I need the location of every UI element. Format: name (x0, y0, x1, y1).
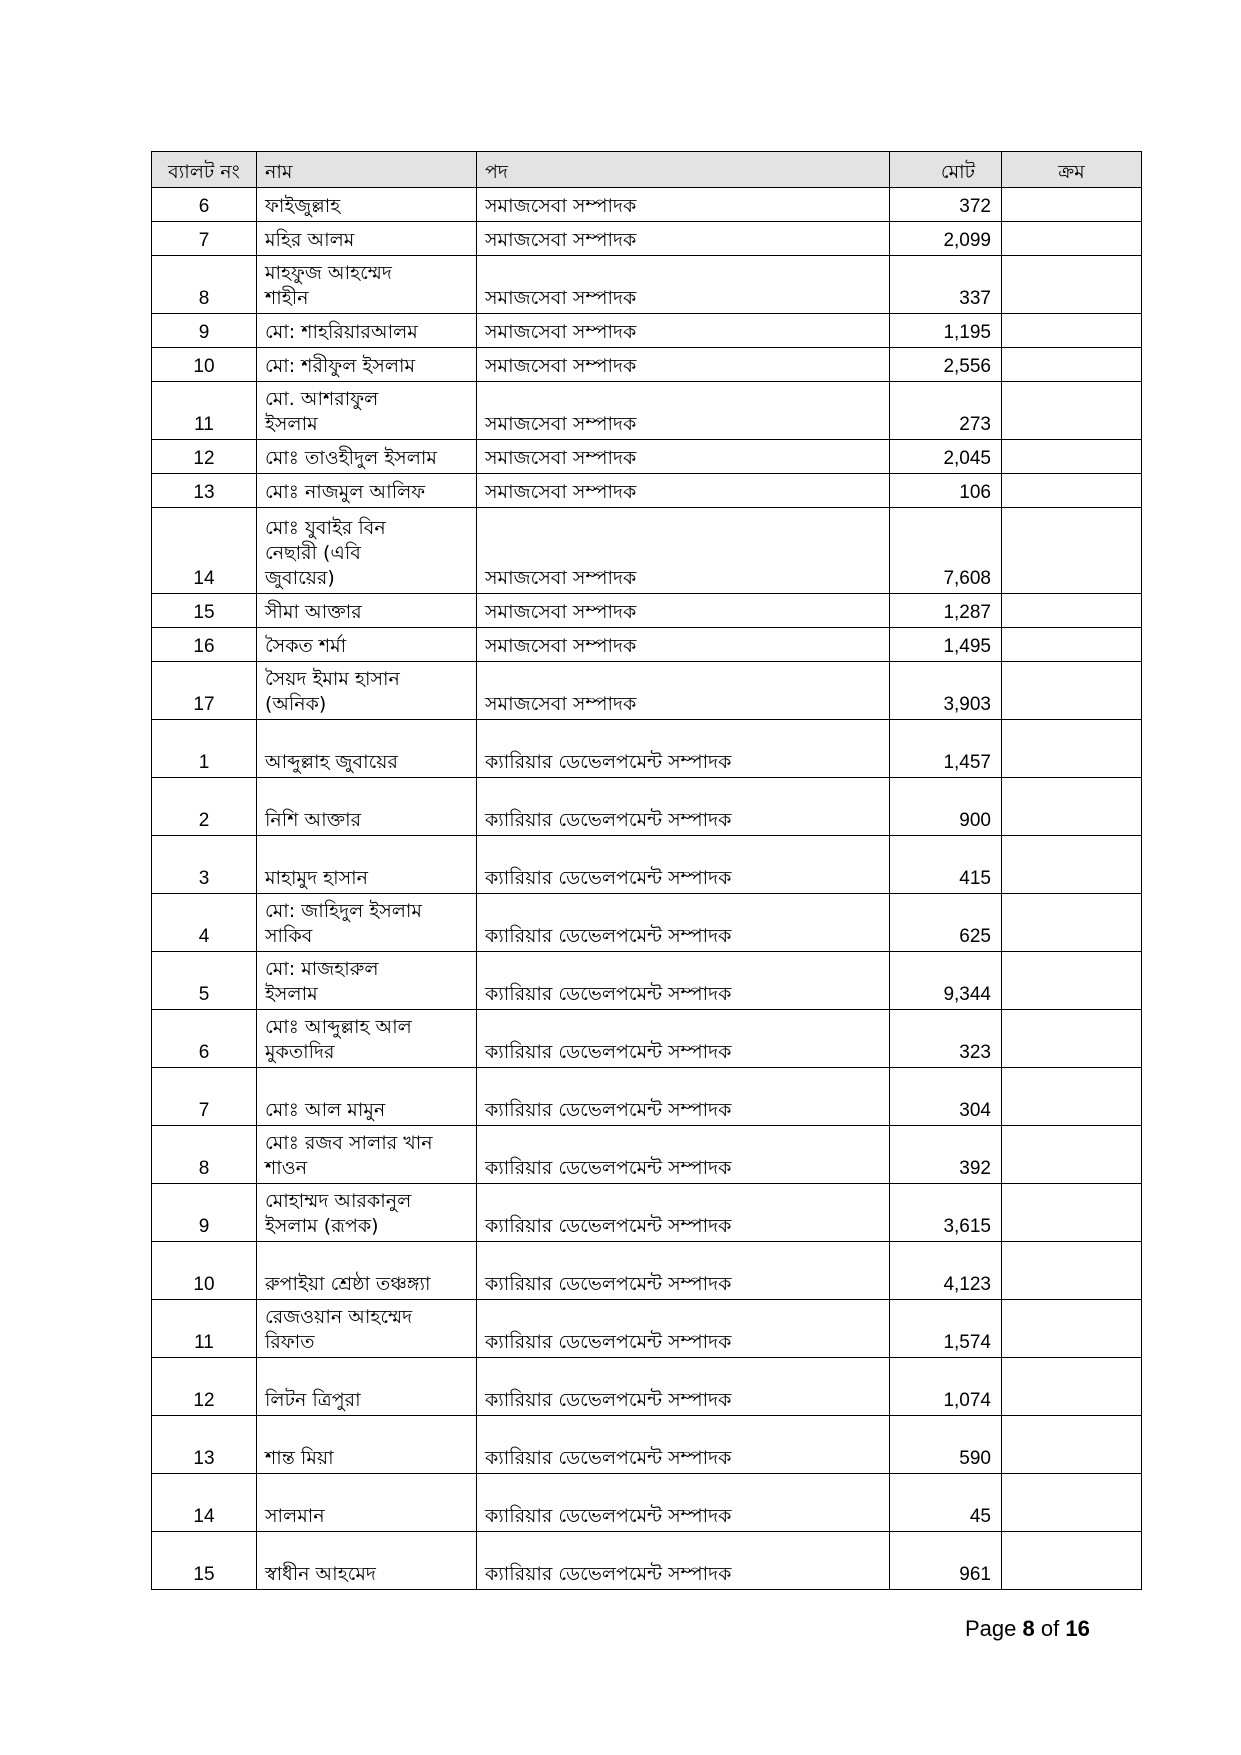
name-cell: রুপাইয়া শ্রেষ্ঠা তঞ্চঙ্গ্যা (257, 1242, 477, 1300)
total-votes-cell: 392 (890, 1126, 1002, 1184)
ballot-number-cell: 10 (152, 348, 257, 382)
name-cell: মোঃ রজব সালার খান শাওন (257, 1126, 477, 1184)
post-cell: সমাজসেবা সম্পাদক (477, 382, 890, 440)
ballot-number-cell: 13 (152, 1416, 257, 1474)
total-votes-cell: 323 (890, 1010, 1002, 1068)
of-word: of (1040, 1616, 1060, 1641)
ballot-number-cell: 13 (152, 474, 257, 508)
total-votes-cell: 9,344 (890, 952, 1002, 1010)
table-row (152, 1242, 1142, 1300)
post-cell: ক্যারিয়ার ডেভেলপমেন্ট সম্পাদক (477, 778, 890, 836)
post-cell: ক্যারিয়ার ডেভেলপমেন্ট সম্পাদক (477, 952, 890, 1010)
post-cell: সমাজসেবা সম্পাদক (477, 628, 890, 662)
table-row (152, 348, 1142, 382)
table-row (152, 628, 1142, 662)
post-cell: সমাজসেবা সম্পাদক (477, 188, 890, 222)
rank-cell (1002, 720, 1142, 778)
table-row (152, 1474, 1142, 1532)
header-post: পদ (477, 152, 890, 188)
name-cell: সৈয়দ ইমাম হাসান (অনিক) (257, 662, 477, 720)
total-votes-cell: 106 (890, 474, 1002, 508)
table-row (152, 662, 1142, 720)
rank-cell (1002, 508, 1142, 594)
table-row (152, 1358, 1142, 1416)
name-cell: ফাইজুল্লাহ (257, 188, 477, 222)
post-cell: সমাজসেবা সম্পাদক (477, 314, 890, 348)
post-cell: সমাজসেবা সম্পাদক (477, 662, 890, 720)
post-cell: ক্যারিয়ার ডেভেলপমেন্ট সম্পাদক (477, 894, 890, 952)
header-ballot-no: ব্যালট নং (152, 152, 257, 188)
rank-cell (1002, 952, 1142, 1010)
post-cell: ক্যারিয়ার ডেভেলপমেন্ট সম্পাদক (477, 720, 890, 778)
table-row (152, 474, 1142, 508)
total-votes-cell: 1,495 (890, 628, 1002, 662)
post-cell: ক্যারিয়ার ডেভেলপমেন্ট সম্পাদক (477, 1300, 890, 1358)
rank-cell (1002, 314, 1142, 348)
table-row (152, 440, 1142, 474)
table-row (152, 952, 1142, 1010)
header-rank: ক্রম (1002, 152, 1142, 188)
name-cell: মোঃ আব্দুল্লাহ আল মুকতাদির (257, 1010, 477, 1068)
total-votes-cell: 625 (890, 894, 1002, 952)
header-name: নাম (257, 152, 477, 188)
total-votes-cell: 1,074 (890, 1358, 1002, 1416)
ballot-number-cell: 9 (152, 314, 257, 348)
post-cell: সমাজসেবা সম্পাদক (477, 594, 890, 628)
ballot-number-cell: 9 (152, 1184, 257, 1242)
table-row (152, 1068, 1142, 1126)
ballot-number-cell: 16 (152, 628, 257, 662)
name-cell: মোঃ যুবাইর বিন নেছারী (এবি জুবায়ের) (257, 508, 477, 594)
rank-cell (1002, 188, 1142, 222)
page-word: Page (965, 1616, 1017, 1641)
name-cell: লিটন ত্রিপুরা (257, 1358, 477, 1416)
ballot-number-cell: 10 (152, 1242, 257, 1300)
rank-cell (1002, 662, 1142, 720)
name-cell: সালমান (257, 1474, 477, 1532)
rank-cell (1002, 594, 1142, 628)
post-cell: সমাজসেবা সম্পাদক (477, 474, 890, 508)
total-votes-cell: 1,195 (890, 314, 1002, 348)
total-votes-cell: 273 (890, 382, 1002, 440)
table-row (152, 836, 1142, 894)
post-cell: সমাজসেবা সম্পাদক (477, 222, 890, 256)
rank-cell (1002, 1068, 1142, 1126)
post-cell: সমাজসেবা সম্পাদক (477, 440, 890, 474)
name-cell: মহির আলম (257, 222, 477, 256)
rank-cell (1002, 474, 1142, 508)
total-votes-cell: 2,045 (890, 440, 1002, 474)
ballot-number-cell: 3 (152, 836, 257, 894)
name-cell: শান্ত মিয়া (257, 1416, 477, 1474)
total-votes-cell: 961 (890, 1532, 1002, 1590)
name-cell: মো. আশরাফুল ইসলাম (257, 382, 477, 440)
rank-cell (1002, 1126, 1142, 1184)
table-row (152, 720, 1142, 778)
rank-cell (1002, 1242, 1142, 1300)
post-cell: ক্যারিয়ার ডেভেলপমেন্ট সম্পাদক (477, 1358, 890, 1416)
table-row (152, 894, 1142, 952)
ballot-number-cell: 6 (152, 1010, 257, 1068)
rank-cell (1002, 894, 1142, 952)
post-cell: ক্যারিয়ার ডেভেলপমেন্ট সম্পাদক (477, 1532, 890, 1590)
ballot-number-cell: 5 (152, 952, 257, 1010)
table-row (152, 222, 1142, 256)
rank-cell (1002, 836, 1142, 894)
rank-cell (1002, 256, 1142, 314)
total-votes-cell: 2,099 (890, 222, 1002, 256)
total-votes-cell: 2,556 (890, 348, 1002, 382)
table-row (152, 1532, 1142, 1590)
total-votes-cell: 1,287 (890, 594, 1002, 628)
post-cell: ক্যারিয়ার ডেভেলপমেন্ট সম্পাদক (477, 1068, 890, 1126)
rank-cell (1002, 778, 1142, 836)
rank-cell (1002, 382, 1142, 440)
table-row (152, 382, 1142, 440)
total-votes-cell: 1,457 (890, 720, 1002, 778)
rank-cell (1002, 440, 1142, 474)
total-votes-cell: 3,615 (890, 1184, 1002, 1242)
name-cell: সীমা আক্তার (257, 594, 477, 628)
ballot-number-cell: 4 (152, 894, 257, 952)
ballot-number-cell: 2 (152, 778, 257, 836)
rank-cell (1002, 1358, 1142, 1416)
total-votes-cell: 3,903 (890, 662, 1002, 720)
post-cell: ক্যারিয়ার ডেভেলপমেন্ট সম্পাদক (477, 1242, 890, 1300)
table-row (152, 1126, 1142, 1184)
post-cell: সমাজসেবা সম্পাদক (477, 508, 890, 594)
post-cell: ক্যারিয়ার ডেভেলপমেন্ট সম্পাদক (477, 1010, 890, 1068)
ballot-number-cell: 11 (152, 382, 257, 440)
total-votes-cell: 415 (890, 836, 1002, 894)
ballot-number-cell: 7 (152, 1068, 257, 1126)
table-row (152, 1010, 1142, 1068)
ballot-number-cell: 8 (152, 256, 257, 314)
name-cell: স্বাধীন আহমেদ (257, 1532, 477, 1590)
name-cell: মোঃ নাজমুল আলিফ (257, 474, 477, 508)
name-cell: মো: মাজহারুল ইসলাম (257, 952, 477, 1010)
post-cell: ক্যারিয়ার ডেভেলপমেন্ট সম্পাদক (477, 1474, 890, 1532)
ballot-number-cell: 6 (152, 188, 257, 222)
name-cell: মো: শাহরিয়ারআলম (257, 314, 477, 348)
ballot-number-cell: 14 (152, 1474, 257, 1532)
total-votes-cell: 1,574 (890, 1300, 1002, 1358)
table-row (152, 508, 1142, 594)
name-cell: নিশি আক্তার (257, 778, 477, 836)
name-cell: সৈকত শর্মা (257, 628, 477, 662)
header-total: মোট (890, 152, 1002, 188)
ballot-number-cell: 7 (152, 222, 257, 256)
table-row (152, 314, 1142, 348)
table-row (152, 1300, 1142, 1358)
rank-cell (1002, 222, 1142, 256)
name-cell: মোঃ তাওহীদুল ইসলাম (257, 440, 477, 474)
table-row (152, 188, 1142, 222)
rank-cell (1002, 1184, 1142, 1242)
total-votes-cell: 45 (890, 1474, 1002, 1532)
total-pages: 16 (1065, 1616, 1090, 1641)
table-body (152, 188, 1142, 1590)
name-cell: মোঃ আল মামুন (257, 1068, 477, 1126)
name-cell: মোহাম্মদ আরকানুল ইসলাম (রূপক) (257, 1184, 477, 1242)
rank-cell (1002, 1532, 1142, 1590)
post-cell: ক্যারিয়ার ডেভেলপমেন্ট সম্পাদক (477, 1126, 890, 1184)
page-number-footer (965, 1616, 1090, 1642)
ballot-number-cell: 15 (152, 594, 257, 628)
name-cell: মাহামুদ হাসান (257, 836, 477, 894)
name-cell: মো: জাহিদুল ইসলাম সাকিব (257, 894, 477, 952)
table-header-row (152, 152, 1142, 188)
post-cell: ক্যারিয়ার ডেভেলপমেন্ট সম্পাদক (477, 1184, 890, 1242)
total-votes-cell: 900 (890, 778, 1002, 836)
rank-cell (1002, 1300, 1142, 1358)
rank-cell (1002, 1010, 1142, 1068)
results-table (151, 151, 1142, 1590)
ballot-number-cell: 17 (152, 662, 257, 720)
ballot-number-cell: 11 (152, 1300, 257, 1358)
total-votes-cell: 337 (890, 256, 1002, 314)
total-votes-cell: 4,123 (890, 1242, 1002, 1300)
table-row (152, 1416, 1142, 1474)
total-votes-cell: 7,608 (890, 508, 1002, 594)
table-row (152, 778, 1142, 836)
table-row (152, 594, 1142, 628)
ballot-number-cell: 15 (152, 1532, 257, 1590)
rank-cell (1002, 1416, 1142, 1474)
total-votes-cell: 304 (890, 1068, 1002, 1126)
rank-cell (1002, 348, 1142, 382)
name-cell: মাহফুজ আহম্মেদ শাহীন (257, 256, 477, 314)
table-row (152, 256, 1142, 314)
name-cell: রেজওয়ান আহম্মেদ রিফাত (257, 1300, 477, 1358)
ballot-number-cell: 1 (152, 720, 257, 778)
ballot-number-cell: 12 (152, 440, 257, 474)
post-cell: ক্যারিয়ার ডেভেলপমেন্ট সম্পাদক (477, 836, 890, 894)
total-votes-cell: 372 (890, 188, 1002, 222)
rank-cell (1002, 1474, 1142, 1532)
name-cell: আব্দুল্লাহ জুবায়ের (257, 720, 477, 778)
total-votes-cell: 590 (890, 1416, 1002, 1474)
ballot-number-cell: 14 (152, 508, 257, 594)
rank-cell (1002, 628, 1142, 662)
name-cell: মো: শরীফুল ইসলাম (257, 348, 477, 382)
post-cell: সমাজসেবা সম্পাদক (477, 348, 890, 382)
post-cell: ক্যারিয়ার ডেভেলপমেন্ট সম্পাদক (477, 1416, 890, 1474)
ballot-number-cell: 8 (152, 1126, 257, 1184)
post-cell: সমাজসেবা সম্পাদক (477, 256, 890, 314)
current-page: 8 (1022, 1616, 1035, 1641)
ballot-number-cell: 12 (152, 1358, 257, 1416)
table-row (152, 1184, 1142, 1242)
